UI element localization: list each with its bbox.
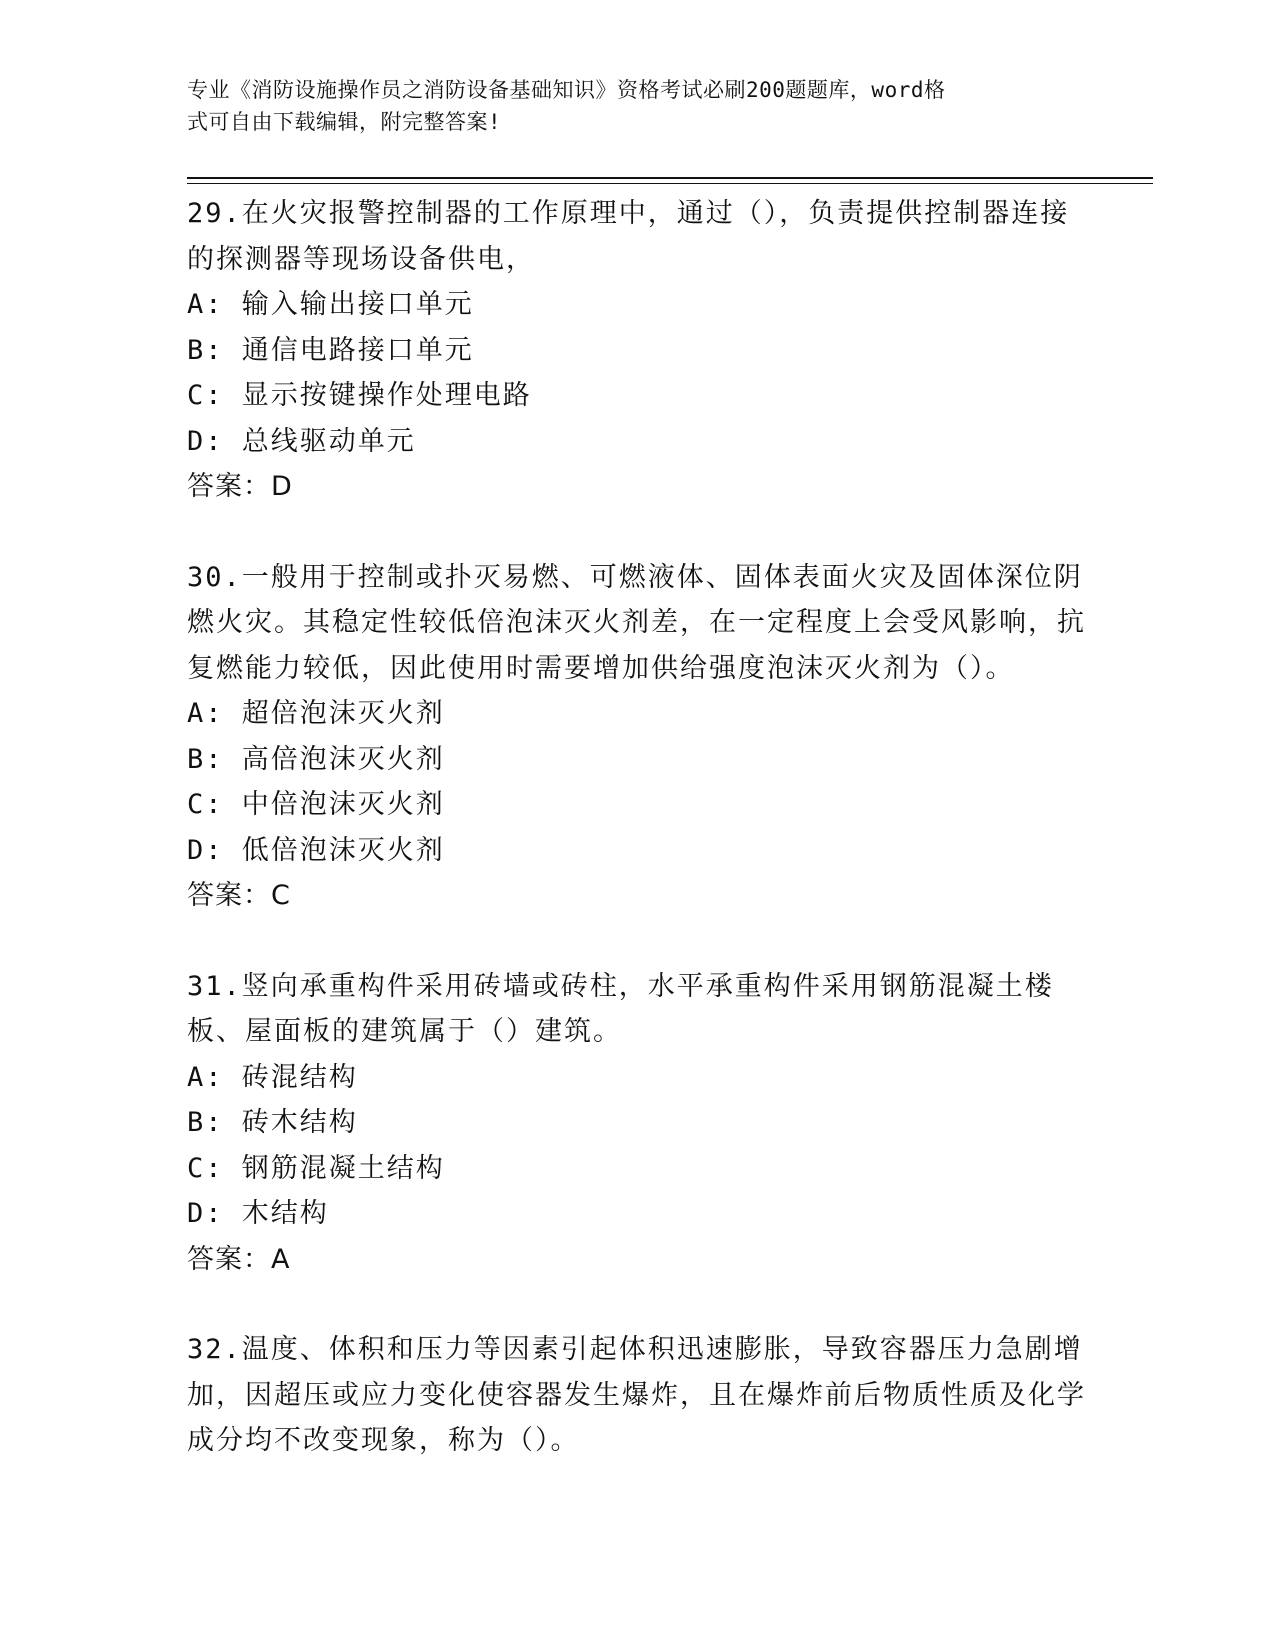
option-a: A: 输入输出接口单元 — [187, 289, 474, 320]
option-c: C: 显示按键操作处理电路 — [187, 380, 532, 411]
option-d: D: 木结构 — [187, 1198, 329, 1229]
question-32 — [187, 1327, 1087, 1464]
header-divider-thick — [187, 177, 1153, 179]
option-b: B: 高倍泡沫灭火剂 — [187, 743, 445, 775]
answer-line: 答案：D — [187, 471, 293, 502]
question-text: 31.竖向承重构件采用砖墙或砖柱，水平承重构件采用钢筋混凝土楼板、屋面板的建筑属于（）建筑。 — [187, 970, 1054, 1047]
answer-line: 答案：A — [187, 1243, 291, 1275]
question-29 — [187, 191, 1087, 510]
option-c: C: 中倍泡沫灭火剂 — [187, 789, 445, 820]
option-c: C: 钢筋混凝土结构 — [187, 1152, 445, 1184]
document-header — [187, 74, 1067, 138]
header-line-1: 专业《消防设施操作员之消防设备基础知识》资格考试必刷200题题库，word格 — [187, 78, 946, 102]
question-text: 30.一般用于控制或扑灭易燃、可燃液体、固体表面火灾及固体深位阴燃火灾。其稳定性较低倍泡沫灭火剂差，在一定程度上会受风影响，抗复燃能力较低，因此使用时需要增加供给强度泡沫灭火剂为（）。 — [187, 561, 1086, 684]
option-a: A: 砖混结构 — [187, 1061, 358, 1093]
question-text: 32.温度、体积和压力等因素引起体积迅速膨胀，导致容器压力急剧增加，因超压或应力变化使容器发生爆炸，且在爆炸前后物质性质及化学成分均不改变现象，称为（）。 — [187, 1334, 1086, 1456]
option-a: A: 超倍泡沫灭火剂 — [187, 698, 445, 729]
question-30 — [187, 555, 1087, 919]
header-divider-thin — [187, 183, 1153, 184]
option-b: B: 通信电路接口单元 — [187, 334, 474, 366]
header-line-2: 式可自由下载编辑，附完整答案! — [187, 110, 502, 134]
option-b: B: 砖木结构 — [187, 1107, 358, 1138]
question-list — [187, 191, 1087, 1509]
option-d: D: 低倍泡沫灭火剂 — [187, 834, 445, 866]
option-d: D: 总线驱动单元 — [187, 425, 416, 457]
question-31 — [187, 964, 1087, 1283]
question-text: 29.在火灾报警控制器的工作原理中，通过（），负责提供控制器连接的探测器等现场设备供电， — [187, 198, 1070, 275]
answer-line: 答案：C — [187, 880, 291, 911]
